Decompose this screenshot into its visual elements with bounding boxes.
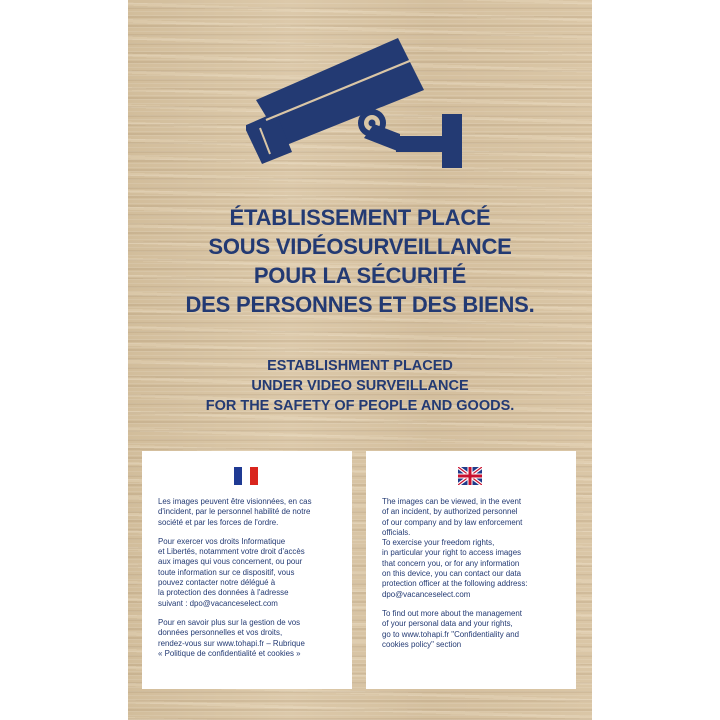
english-title-line: ESTABLISHMENT PLACED: [267, 358, 453, 374]
english-info-panel: [366, 451, 576, 689]
surveillance-sign: [128, 0, 592, 720]
english-info-text: [382, 497, 568, 659]
info-line: Pour exercer vos droits Informatique: [158, 536, 286, 546]
french-info-text: [158, 497, 344, 668]
english-title: [128, 356, 592, 416]
info-line: « Politique de confidentialité et cookies »: [158, 648, 301, 658]
info-line: rendez-vous sur www.tohapi.fr – Rubrique: [158, 638, 305, 648]
info-line: la protection des données à l'adresse: [158, 588, 289, 598]
info-line: dpo@vacanceselect.com: [382, 589, 471, 599]
cctv-camera-icon: [246, 28, 476, 168]
info-line: Les images peuvent être visionnées, en cas: [158, 497, 312, 506]
french-title-line: SOUS VIDÉOSURVEILLANCE: [208, 234, 512, 259]
uk-flag-icon: [458, 467, 482, 485]
info-line: et Libertés, notamment votre droit d'accès: [158, 547, 305, 557]
info-line: d'incident, par le personnel habilité de notre: [158, 507, 311, 517]
info-line: toute information sur ce dispositif, vous: [158, 567, 295, 577]
info-line: The images can be viewed, in the event: [382, 497, 522, 506]
info-line: To find out more about the management: [382, 608, 522, 618]
info-line: cookies policy" section: [382, 639, 462, 649]
info-line: société et par les forces de l'ordre.: [158, 517, 279, 527]
france-flag-icon: [234, 467, 258, 485]
info-line: données personnelles et vos droits,: [158, 628, 283, 638]
french-title-line: DES PERSONNES ET DES BIENS.: [185, 292, 535, 317]
french-title-line: ÉTABLISSEMENT PLACÉ: [229, 205, 491, 230]
info-line: suivant : dpo@vacanceselect.com: [158, 598, 278, 608]
english-title-line: UNDER VIDEO SURVEILLANCE: [251, 378, 469, 394]
info-line: To exercise your freedom rights,: [382, 538, 495, 548]
french-title-line: POUR LA SÉCURITÉ: [253, 263, 467, 288]
info-line: aux images qui vous concernent, ou pour: [158, 557, 303, 567]
info-line: officials.: [382, 527, 411, 537]
info-line: go to www.tohapi.fr "Confidentiality and: [382, 629, 520, 639]
info-line: in particular your right to access images: [382, 548, 522, 558]
french-info-panel: [142, 451, 352, 689]
english-title-line: FOR THE SAFETY OF PEOPLE AND GOODS.: [205, 398, 515, 414]
info-line: of our company and by law enforcement: [382, 517, 523, 527]
info-paragraph: [382, 497, 568, 600]
info-line: of an incident, by authorized personnel: [382, 507, 518, 517]
info-paragraph: [158, 497, 344, 528]
french-title: [128, 203, 592, 319]
info-line: on this device, you can contact our data: [382, 569, 522, 579]
info-line: that concern you, or for any information: [382, 558, 520, 568]
info-line: Pour en savoir plus sur la gestion de vos: [158, 617, 301, 627]
info-paragraph: [158, 618, 344, 659]
info-line: of your personal data and your rights,: [382, 619, 513, 629]
info-paragraph: [382, 609, 568, 650]
info-line: protection officer at the following address:: [382, 579, 528, 589]
info-paragraph: [158, 537, 344, 609]
info-line: pouvez contacter notre délégué à: [158, 578, 276, 588]
